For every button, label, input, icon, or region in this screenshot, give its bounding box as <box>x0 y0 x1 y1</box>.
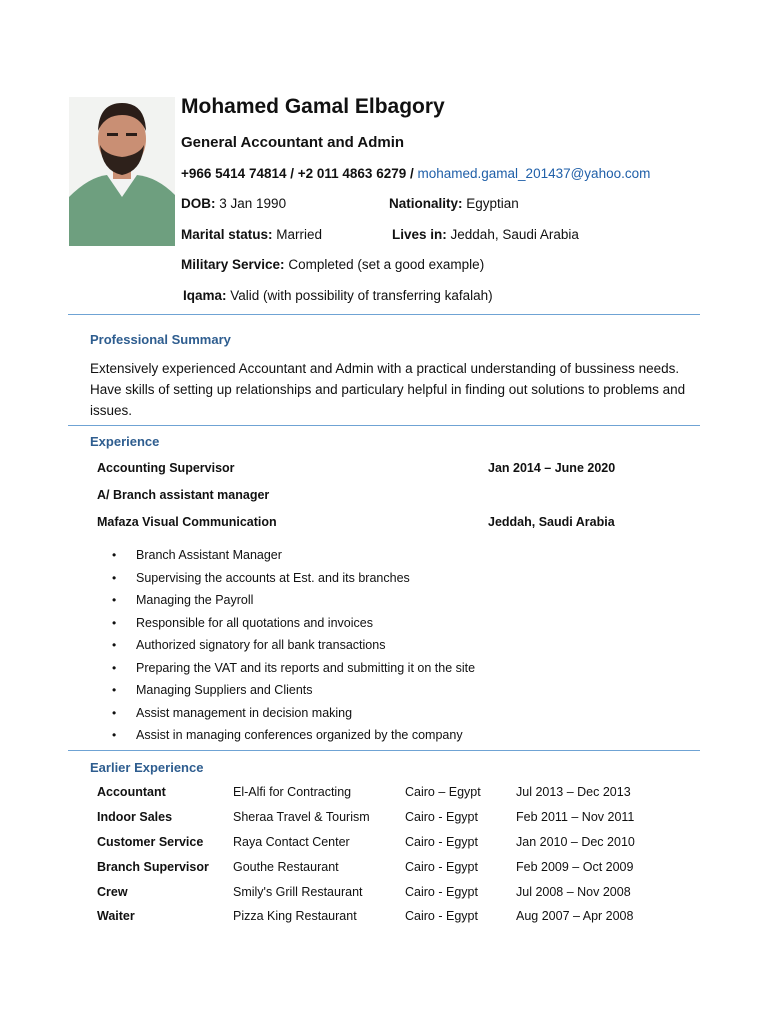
portrait-illustration <box>69 97 175 246</box>
table-row <box>97 830 656 855</box>
list-item: • Responsible for all quotations and invoices <box>112 613 475 636</box>
candidate-name: Mohamed Gamal Elbagory <box>181 95 445 118</box>
dates-cell: Aug 2007 – Apr 2008 <box>516 909 634 924</box>
email-link[interactable]: mohamed.gamal_201437@yahoo.com <box>417 166 651 181</box>
location-cell: Cairo - Egypt <box>405 884 478 899</box>
role-cell: Accountant <box>97 785 166 800</box>
role-cell: Crew <box>97 884 128 899</box>
list-item: • Managing the Payroll <box>112 590 475 613</box>
dob-field <box>181 196 286 211</box>
role-cell: Customer Service <box>97 834 204 849</box>
phone-numbers: +966 5414 74814 / +2 011 4863 6279 / <box>181 166 414 181</box>
marital-value: Married <box>276 227 323 242</box>
list-item: • Assist in managing conferences organized by the company <box>112 725 475 748</box>
company-cell: El-Alfi for Contracting <box>233 785 352 800</box>
dob-label: DOB: <box>181 196 216 211</box>
role-cell: Indoor Sales <box>97 810 173 825</box>
dob-value: 3 Jan 1990 <box>219 196 287 211</box>
role-cell: Branch Supervisor <box>97 859 209 874</box>
iqama-label: Iqama: <box>183 288 227 303</box>
experience-company: Mafaza Visual Communication <box>97 515 277 529</box>
company-cell: Raya Contact Center <box>233 834 350 849</box>
location-cell: Cairo - Egypt <box>405 909 478 924</box>
nationality-value: Egyptian <box>466 196 519 211</box>
summary-text: Extensively experienced Accountant and Admin with a practical understanding of bussiness needs. Have skills of setting up relationships and particulary helpful in finding out solutions to problems and issues. <box>90 361 686 418</box>
table-row <box>97 879 656 904</box>
iqama-field <box>183 288 493 303</box>
earlier-experience-heading: Earlier Experience <box>90 760 204 775</box>
lives-label: Lives in: <box>392 227 447 242</box>
section-divider <box>68 425 700 426</box>
location-cell: Cairo - Egypt <box>405 834 478 849</box>
table-row <box>97 780 656 805</box>
lives-value: Jeddah, Saudi Arabia <box>450 227 579 242</box>
table-row <box>97 854 656 879</box>
company-cell: Gouthe Restaurant <box>233 859 339 874</box>
company-cell: Smily's Grill Restaurant <box>233 884 363 899</box>
lives-field <box>392 227 579 242</box>
contact-line <box>181 166 650 181</box>
dates-cell: Feb 2009 – Oct 2009 <box>516 859 634 874</box>
military-field <box>181 257 484 272</box>
list-item: • Managing Suppliers and Clients <box>112 680 475 703</box>
nationality-field <box>389 196 519 211</box>
location-cell: Cairo - Egypt <box>405 810 478 825</box>
list-item: • Branch Assistant Manager <box>112 545 475 568</box>
table-row <box>97 904 656 929</box>
nationality-label: Nationality: <box>389 196 463 211</box>
experience-subtitle: A/ Branch assistant manager <box>97 488 270 502</box>
summary-heading: Professional Summary <box>90 332 231 347</box>
experience-title: Accounting Supervisor <box>97 461 235 475</box>
location-cell: Cairo – Egypt <box>405 785 481 800</box>
list-item: • Preparing the VAT and its reports and submitting it on the site <box>112 658 475 681</box>
list-item: • Supervising the accounts at Est. and its branches <box>112 568 475 591</box>
marital-label: Marital status: <box>181 227 273 242</box>
list-item: • Authorized signatory for all bank transactions <box>112 635 475 658</box>
table-row <box>97 805 656 830</box>
marital-field <box>181 227 322 242</box>
experience-bullet-list <box>112 545 475 748</box>
dates-cell: Jul 2013 – Dec 2013 <box>516 785 631 800</box>
company-cell: Sheraa Travel & Tourism <box>233 810 370 825</box>
location-cell: Cairo - Egypt <box>405 859 478 874</box>
iqama-value: Valid (with possibility of transferring kafalah) <box>230 288 493 303</box>
earlier-experience-table <box>97 780 656 929</box>
job-title: General Accountant and Admin <box>181 134 405 151</box>
military-label: Military Service: <box>181 257 285 272</box>
section-divider <box>68 750 700 751</box>
profile-photo <box>69 97 175 246</box>
experience-location: Jeddah, Saudi Arabia <box>488 515 615 529</box>
role-cell: Waiter <box>97 909 135 924</box>
dates-cell: Feb 2011 – Nov 2011 <box>516 810 635 825</box>
dates-cell: Jul 2008 – Nov 2008 <box>516 884 631 899</box>
experience-heading: Experience <box>90 434 160 449</box>
military-value: Completed (set a good example) <box>288 257 485 272</box>
dates-cell: Jan 2010 – Dec 2010 <box>516 834 635 849</box>
section-divider <box>68 314 700 315</box>
company-cell: Pizza King Restaurant <box>233 909 357 924</box>
experience-dates: Jan 2014 – June 2020 <box>488 461 616 475</box>
list-item: • Assist management in decision making <box>112 703 475 726</box>
